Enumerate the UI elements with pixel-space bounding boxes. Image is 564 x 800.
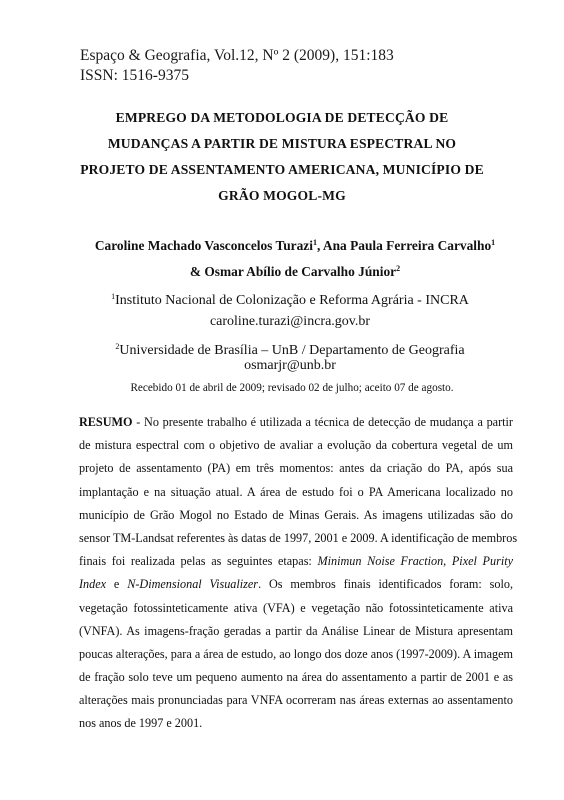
author-list — [60, 231, 530, 283]
affiliation — [40, 286, 540, 312]
abstract-line: vegetação fotossinteticamente ativa (VFA) e vegetação não fotossinteticamente ativa — [79, 600, 513, 615]
abstract-line: finais foi realizada pelas as seguintes etapas: Minimun Noise Fraction, Pixel Purity — [79, 554, 513, 569]
method-name: Index — [79, 577, 107, 592]
abstract-line: poucas alterações, para a área de estudo, ao longo dos doze anos (1997-2009). A imagem — [79, 646, 513, 661]
abstract-line: sensor TM-Landsat referentes às datas de 1997, 2001 e 2009. A identificação de membros — [79, 530, 518, 545]
abstract-label: RESUMO — [79, 415, 133, 429]
abstract-line: (VNFA). As imagens-fração geradas a partir da Análise Linear de Mistura apresentam — [79, 623, 513, 638]
author-line — [60, 231, 530, 257]
abstract-line: município de Grão Mogol no Estado de Minas Gerais. As imagens utilizadas são do — [79, 507, 513, 522]
abstract-line: nos anos de 1997 e 2001. — [79, 716, 203, 731]
method-name: Pixel Purity — [451, 554, 513, 569]
author-name: Ana Paula Ferreira Carvalho — [322, 238, 492, 253]
abstract — [79, 411, 518, 736]
received-dates: Recebido 01 de abril de 2009; revisado 02 de julho; aceito 07 de agosto. — [130, 382, 454, 394]
abstract-line: de mistura espectral com o objetivo de avaliar a evolução da cobertura vegetal de um — [79, 438, 513, 453]
author-name: Osmar Abílio de Carvalho Júnior — [204, 264, 397, 279]
affiliation-mark: 2 — [115, 342, 120, 351]
journal-header — [80, 46, 394, 86]
abstract-line: implantação e na situação atual. A área de estudo foi o PA Americana localizado no — [79, 484, 513, 499]
abstract-line: alterações mais pronunciadas para VNFA ocorreram nas áreas externas ao assentamento — [79, 693, 513, 708]
author-affiliation-mark: 2 — [396, 264, 401, 273]
journal-issn: ISSN: 1516-9375 — [80, 67, 189, 84]
method-name: N-Dimensional Visualizer — [127, 577, 259, 592]
affiliation-institution: Instituto Nacional de Colonização e Reforma Agrária - INCRA — [115, 293, 469, 308]
affiliation-mark: 1 — [111, 292, 116, 301]
paper-title — [60, 105, 504, 209]
abstract-line: Index e N-Dimensional Visualizer. Os membros finais identificados foram: solo, — [79, 577, 514, 592]
affiliation-institution: Universidade de Brasília – UnB / Departamento de Geografia — [119, 343, 465, 358]
author-line — [60, 257, 530, 283]
author-separator: & — [189, 264, 205, 279]
abstract-line: projeto de assentamento (PA) em três momentos: antes da criação do PA, após sua — [79, 461, 513, 476]
abstract-line: RESUMO - No presente trabalho é utilizada a técnica de detecção de mudança a partir — [79, 415, 513, 429]
author-email[interactable]: caroline.turazi@incra.gov.br — [209, 314, 371, 329]
title-line: PROJETO DE ASSENTAMENTO AMERICANA, MUNICÍPIO DE — [80, 162, 484, 177]
title-line: MUDANÇAS A PARTIR DE MISTURA ESPECTRAL NO — [107, 136, 457, 151]
author-affiliation-mark: 1 — [491, 238, 496, 247]
abstract-line: de fração solo teve um pequeno aumento na área do assentamento a partir de 2001 e as — [79, 670, 513, 685]
journal-citation: Espaço & Geografia, Vol.12, Nº 2 (2009), 151:183 — [80, 47, 394, 64]
author-affiliation-mark: 1 — [312, 238, 317, 247]
method-name: Minimun Noise Fraction — [317, 554, 444, 569]
author-name: Caroline Machado Vasconcelos Turazi — [94, 238, 313, 253]
title-line: EMPREGO DA METODOLOGIA DE DETECÇÃO DE — [115, 110, 449, 125]
author-email[interactable]: osmarjr@unb.br — [244, 358, 336, 373]
author-separator: , — [316, 238, 323, 253]
title-line: GRÃO MOGOL-MG — [218, 188, 346, 203]
